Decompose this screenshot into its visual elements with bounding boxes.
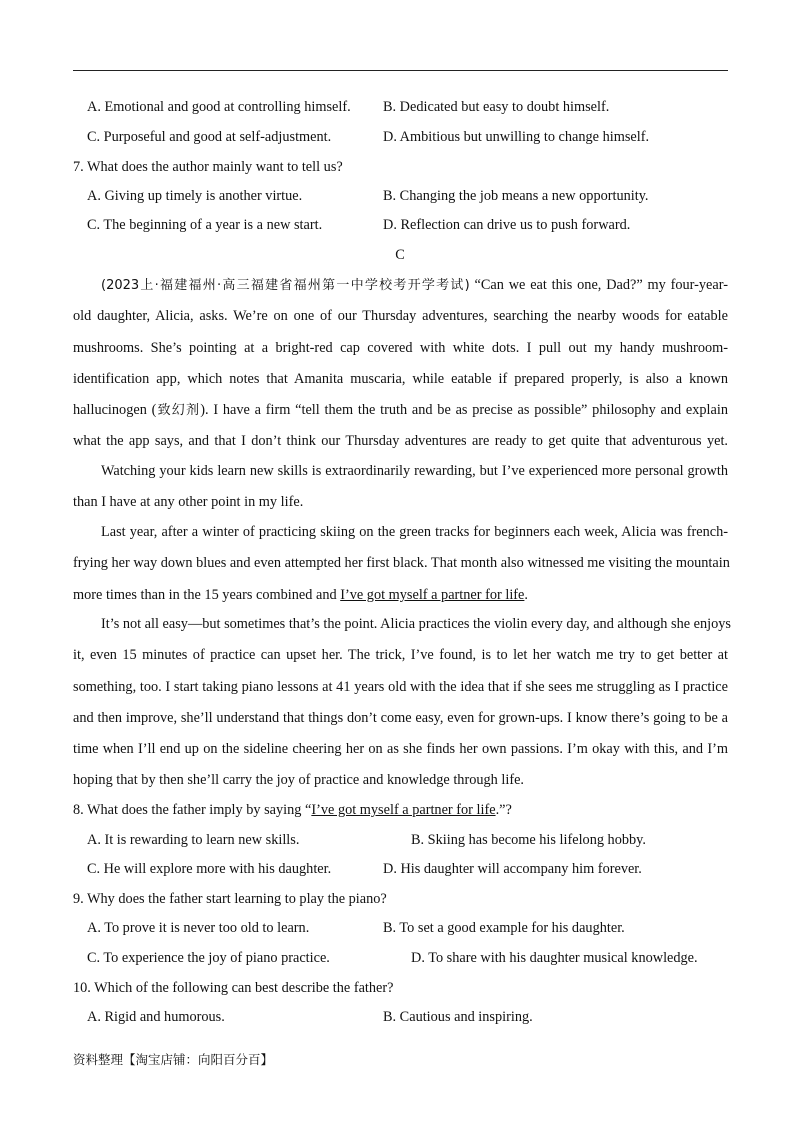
q7-option-d[interactable]: D. Reflection can drive us to push forward. — [383, 217, 631, 233]
q8-option-d[interactable]: D. His daughter will accompany him forever. — [383, 861, 642, 877]
chinese-gloss: 致幻剂 — [156, 403, 201, 418]
passage-p1-line4: identification app, which notes that Amanita muscaria, while eatable if prepared properly, is also a known — [73, 371, 728, 387]
passage-p1-line1: (2023上·福建福州·高三福建省福州第一中学校考开学考试) “Can we eat this one, Dad?” my four-year- — [101, 277, 728, 293]
q9-option-d[interactable]: D. To share with his daughter musical knowledge. — [411, 950, 698, 966]
passage-p1-line3: mushrooms. She’s pointing at a bright-red cap covered with white dots. I pull out my handy mushroom- — [73, 340, 728, 356]
passage-p4-line6: hoping that by then she’ll carry the joy of practice and knowledge through life. — [73, 772, 525, 788]
passage-p4-line5: time when I’ll end up on the sideline cheering her on as she finds her own passions. I’m okay with this, and I’m — [73, 741, 728, 757]
passage-p2-line2: than I have at any other point in my life. — [73, 494, 304, 510]
q7-option-b[interactable]: B. Changing the job means a new opportunity. — [383, 188, 649, 204]
q6-option-c[interactable]: C. Purposeful and good at self-adjustment. — [87, 129, 332, 145]
passage-p1-line6: what the app says, and that I don’t think our Thursday adventures are ready to get quite that adventurous yet. — [73, 433, 728, 449]
passage-p4-line4: and then improve, she’ll understand that things don’t come easy, even for grown-ups. I know there’s going to be a — [73, 710, 728, 726]
q6-option-d[interactable]: D. Ambitious but unwilling to change himself. — [383, 129, 650, 145]
footer-note: 资料整理【淘宝店铺：向阳百分百】 — [73, 1052, 274, 1067]
passage-p4-line3: something, too. I start taking piano lessons at 41 years old with the idea that if she sees me struggling as I practice — [73, 679, 728, 695]
header-rule — [73, 70, 728, 71]
q7-stem: 7. What does the author mainly want to tell us? — [73, 159, 343, 175]
passage-p2-line1: Watching your kids learn new skills is extraordinarily rewarding, but I’ve experienced more personal growth — [101, 463, 728, 479]
underlined-phrase: I’ve got myself a partner for life — [340, 587, 525, 603]
section-letter: C — [395, 247, 405, 263]
passage-p3-line3: more times than in the 15 years combined and I’ve got myself a partner for life. — [73, 587, 528, 603]
q8-option-c[interactable]: C. He will explore more with his daughter. — [87, 861, 332, 877]
q9-stem: 9. Why does the father start learning to play the piano? — [73, 891, 387, 907]
q6-option-a[interactable]: A. Emotional and good at controlling himself. — [87, 99, 351, 115]
passage-p4-line1: It’s not all easy—but sometimes that’s the point. Alicia practices the violin every day, and although she enjoys — [101, 616, 731, 632]
q10-option-a[interactable]: A. Rigid and humorous. — [87, 1009, 225, 1025]
passage-p3-line1: Last year, after a winter of practicing skiing on the green tracks for beginners each week, Alicia was french- — [101, 524, 728, 540]
q6-option-b[interactable]: B. Dedicated but easy to doubt himself. — [383, 99, 610, 115]
q10-option-b[interactable]: B. Cautious and inspiring. — [383, 1009, 533, 1025]
q10-stem: 10. Which of the following can best describe the father? — [73, 980, 394, 996]
passage-p1-line5: hallucinogen (致幻剂). I have a firm “tell them the truth and be as precise as possible” philosophy and explain — [73, 402, 728, 418]
q9-option-b[interactable]: B. To set a good example for his daughter. — [383, 920, 625, 936]
q8-option-a[interactable]: A. It is rewarding to learn new skills. — [87, 832, 300, 848]
passage-p1-line2: old daughter, Alicia, asks. We’re on one of our Thursday adventures, searching the nearby woods for eatable — [73, 308, 728, 324]
q8-underlined-phrase: I’ve got myself a partner for life — [311, 802, 496, 818]
source-note: (2023上·福建福州·高三福建省福州第一中学校考开学考试) — [101, 278, 470, 293]
q8-option-b[interactable]: B. Skiing has become his lifelong hobby. — [411, 832, 646, 848]
q8-stem: 8. What does the father imply by saying “I’ve got myself a partner for life.”? — [73, 802, 512, 818]
passage-p3-line2: frying her way down blues and even attempted her first black. That month also witnessed me visiting the mountain — [73, 555, 730, 571]
passage-p4-line2: it, even 15 minutes of practice can upset her. The trick, I’ve found, is to let her watch me try to get better at — [73, 647, 728, 663]
q9-option-a[interactable]: A. To prove it is never too old to learn. — [87, 920, 310, 936]
q7-option-a[interactable]: A. Giving up timely is another virtue. — [87, 188, 303, 204]
q9-option-c[interactable]: C. To experience the joy of piano practice. — [87, 950, 330, 966]
q7-option-c[interactable]: C. The beginning of a year is a new start. — [87, 217, 323, 233]
